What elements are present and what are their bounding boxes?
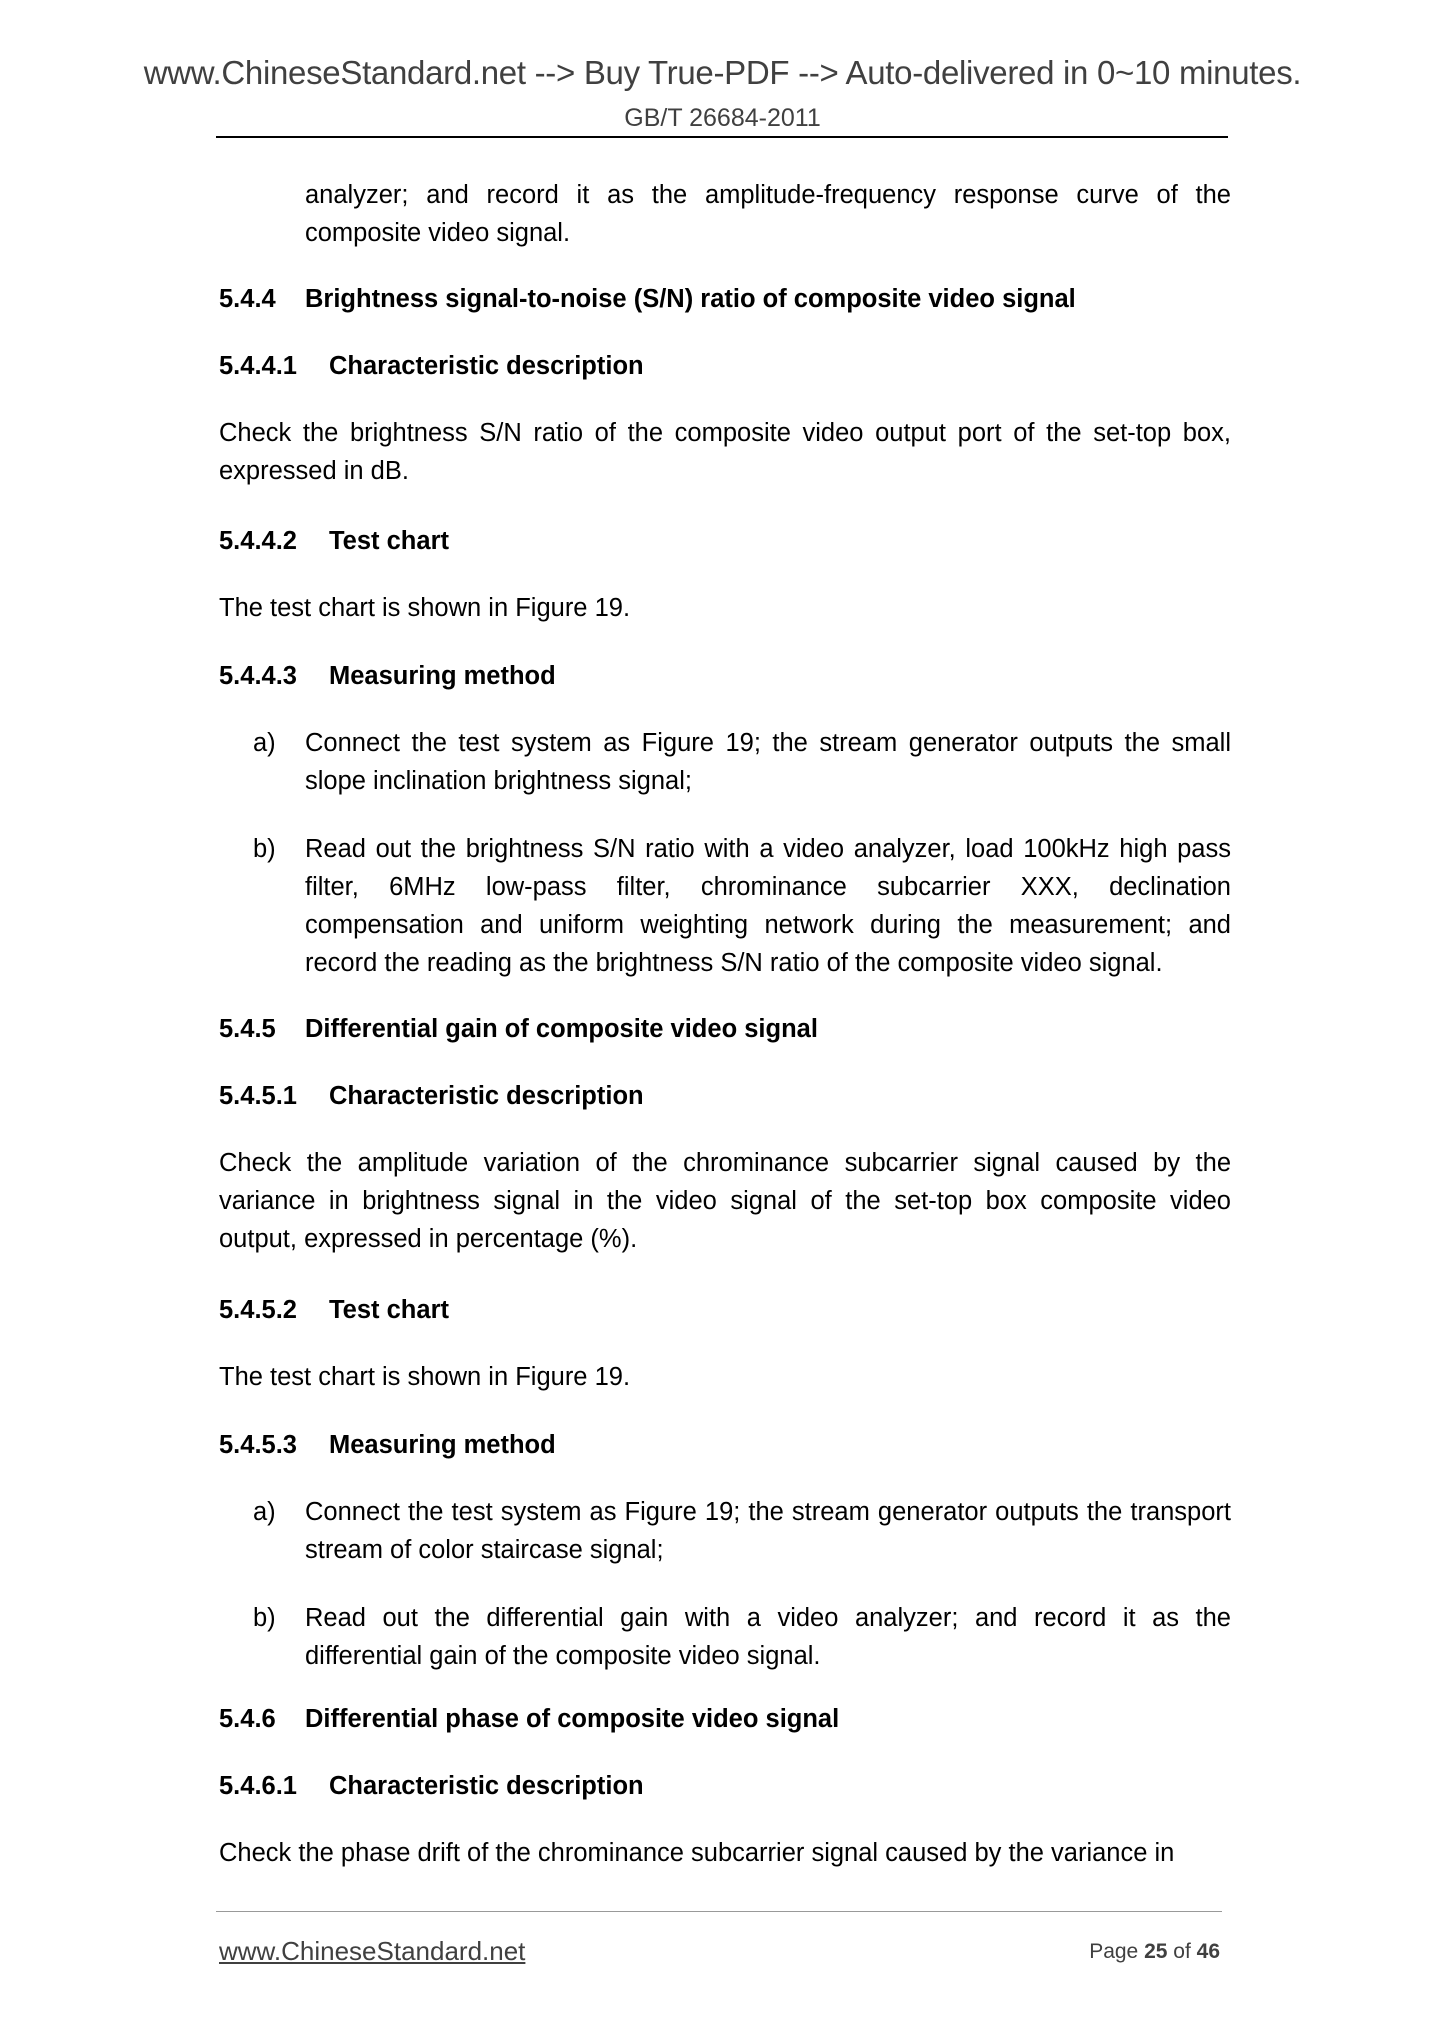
list-label: a) (253, 1498, 276, 1526)
header-divider (216, 136, 1228, 138)
section-heading-5-4-5 (219, 1015, 818, 1044)
section-heading-5-4-5-2 (219, 1296, 449, 1325)
standard-id: GB/T 26684-2011 (624, 104, 821, 132)
section-title: Differential phase of composite video signal (305, 1705, 840, 1733)
section-number: 5.4.4.3 (219, 662, 297, 690)
list-label: b) (253, 835, 276, 863)
section-number: 5.4.5.2 (219, 1296, 297, 1324)
section-title: Measuring method (329, 1431, 556, 1459)
section-number: 5.4.4.2 (219, 527, 297, 555)
paragraph-5-4-4-2: The test chart is shown in Figure 19. (219, 594, 631, 622)
section-title: Characteristic description (329, 1772, 644, 1800)
paragraph-5-4-5-2: The test chart is shown in Figure 19. (219, 1363, 631, 1391)
list-text: Read out the differential gain with a video analyzer; and record it as the differential gain of the composite video signal. (305, 1604, 1231, 1670)
section-title: Test chart (329, 527, 449, 555)
section-number: 5.4.6.1 (219, 1772, 297, 1800)
section-number: 5.4.5 (219, 1015, 276, 1043)
footer-divider (216, 1911, 1222, 1912)
section-heading-5-4-4-3 (219, 662, 556, 691)
header-banner: www.ChineseStandard.net --> Buy True-PDF --> Auto-delivered in 0~10 minutes. (143, 54, 1302, 91)
footer-website-link[interactable]: www.ChineseStandard.net (219, 1936, 526, 1966)
section-title: Characteristic description (329, 1082, 644, 1110)
section-title: Brightness signal-to-noise (S/N) ratio of composite video signal (305, 285, 1076, 313)
section-number: 5.4.4.1 (219, 352, 297, 380)
section-heading-5-4-5-1 (219, 1082, 644, 1111)
section-number: 5.4.6 (219, 1705, 276, 1733)
section-title: Measuring method (329, 662, 556, 690)
section-number: 5.4.5.3 (219, 1431, 297, 1459)
list-text: Read out the brightness S/N ratio with a video analyzer, load 100kHz high pass filter, 6MHz low-pass filter, chrominance subcarrier XXX, declination compensation and uniform weighting network during the measurement; and record the reading as the brightness S/N ratio of the composite video signal. (305, 835, 1231, 977)
list-label: a) (253, 729, 276, 757)
page-indicator (1080, 1940, 1220, 1964)
section-heading-5-4-6-1 (219, 1772, 644, 1801)
section-number: 5.4.5.1 (219, 1082, 297, 1110)
section-number: 5.4.4 (219, 285, 276, 313)
section-heading-5-4-4 (219, 285, 1076, 314)
list-text: Connect the test system as Figure 19; the stream generator outputs the transport stream of color staircase signal; (305, 1498, 1231, 1564)
paragraph-continuation: analyzer; and record it as the amplitude-frequency response curve of the composite video signal. (305, 181, 1231, 247)
section-title: Differential gain of composite video signal (305, 1015, 818, 1043)
page-prefix: Page (1089, 1940, 1139, 1963)
paragraph-5-4-6-1: Check the phase drift of the chrominance subcarrier signal caused by the variance in (219, 1839, 1175, 1867)
section-title: Test chart (329, 1296, 449, 1324)
section-heading-5-4-5-3 (219, 1431, 556, 1460)
page-of: of (1173, 1940, 1191, 1963)
list-label: b) (253, 1604, 276, 1632)
page-current: 25 (1144, 1940, 1168, 1963)
page-total: 46 (1196, 1940, 1220, 1963)
section-heading-5-4-4-2 (219, 527, 449, 556)
paragraph-5-4-5-1: Check the amplitude variation of the chrominance subcarrier signal caused by the variance in brightness signal in the video signal of the set-top box composite video output, expressed in percentage (%). (219, 1149, 1231, 1253)
paragraph-5-4-4-1: Check the brightness S/N ratio of the composite video output port of the set-top box, expressed in dB. (219, 419, 1231, 485)
section-title: Characteristic description (329, 352, 644, 380)
section-heading-5-4-6 (219, 1705, 839, 1734)
list-text: Connect the test system as Figure 19; the stream generator outputs the small slope inclination brightness signal; (305, 729, 1231, 795)
section-heading-5-4-4-1 (219, 352, 644, 381)
